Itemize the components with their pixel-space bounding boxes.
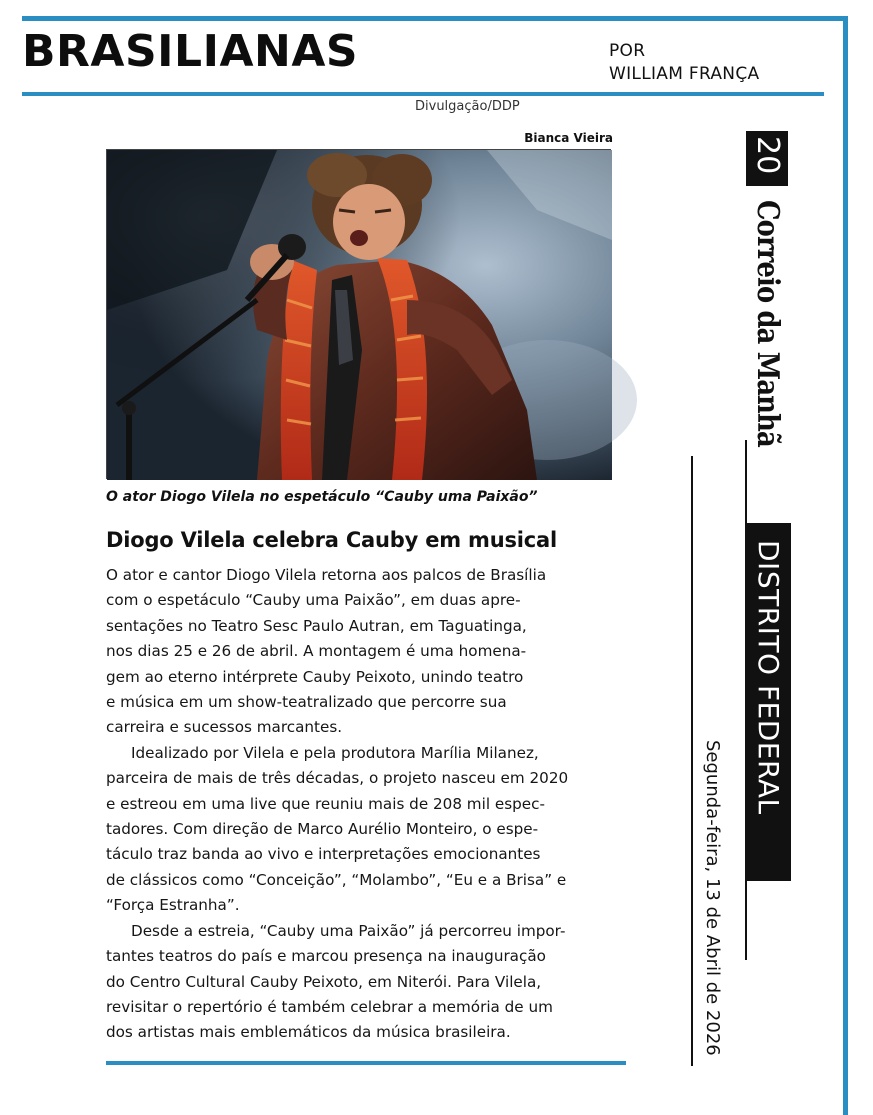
body-line: do Centro Cultural Cauby Peixoto, em Niterói. Para Vilela, [106,972,542,991]
article-body [106,563,621,1046]
byline-prefix: POR [609,41,646,61]
photo-credit: Bianca Vieira [524,131,613,145]
body-line: e música em um show-teatralizado que percorre sua [106,693,507,712]
article-headline: Diogo Vilela celebra Cauby em musical [106,528,557,552]
section-label: DISTRITO FEDERAL [752,540,785,815]
body-line: Idealizado por Vilela e pela produtora Marília Milanez, [131,743,539,762]
publication-date: Segunda-feira, 13 de Abril de 2026 [702,740,723,1056]
body-line: gem ao eterno intérprete Cauby Peixoto, unindo teatro [106,667,524,686]
body-line: nos dias 25 e 26 de abril. A montagem é uma homena- [106,642,527,661]
cropped-credit-text: Divulgação/DDP [415,99,520,114]
body-line: tadores. Com direção de Marco Aurélio Monteiro, o espe- [106,820,539,839]
body-line: com o espetáculo “Cauby uma Paixão”, em duas apre- [106,591,521,610]
body-line: sentações no Teatro Sesc Paulo Autran, em Taguatinga, [106,616,527,635]
date-divider-rule [691,456,693,1066]
body-line: parceira de mais de três décadas, o projeto nasceu em 2020 [106,769,569,788]
body-line: de clássicos como “Conceição”, “Molambo”, “Eu e a Brisa” e [106,870,567,889]
body-line: dos artistas mais emblemáticos da música brasileira. [106,1023,511,1042]
body-line: e estreou em uma live que reuniu mais de 208 mil espec- [106,794,545,813]
byline-author: WILLIAM FRANÇA [609,64,760,84]
column-title: BRASILIANAS [22,26,359,77]
singer-performance-image [107,150,612,480]
paragraph [106,563,621,741]
article-photo [106,149,611,479]
paragraph [106,741,621,919]
right-border-rule [843,16,848,1115]
byline [609,40,759,86]
body-line: táculo traz banda ao vivo e interpretações emocionantes [106,845,541,864]
newspaper-name: Correio da Manhã [750,200,785,447]
body-line: “Força Estranha”. [106,896,240,915]
body-line: Desde a estreia, “Cauby uma Paixão” já percorreu impor- [131,921,566,940]
body-line: O ator e cantor Diogo Vilela retorna aos palcos de Brasília [106,566,547,584]
body-line: revisitar o repertório é também celebrar a memória de um [106,997,553,1016]
top-border-rule [22,16,848,21]
photo-caption: O ator Diogo Vilela no espetáculo “Cauby uma Paixão” [106,489,538,505]
page-number: 20 [750,136,785,175]
article-bottom-rule [106,1061,626,1065]
body-line: tantes teatros do país e marcou presença na inauguração [106,947,546,966]
paragraph [106,919,621,1046]
body-line: carreira e sucessos marcantes. [106,718,343,737]
